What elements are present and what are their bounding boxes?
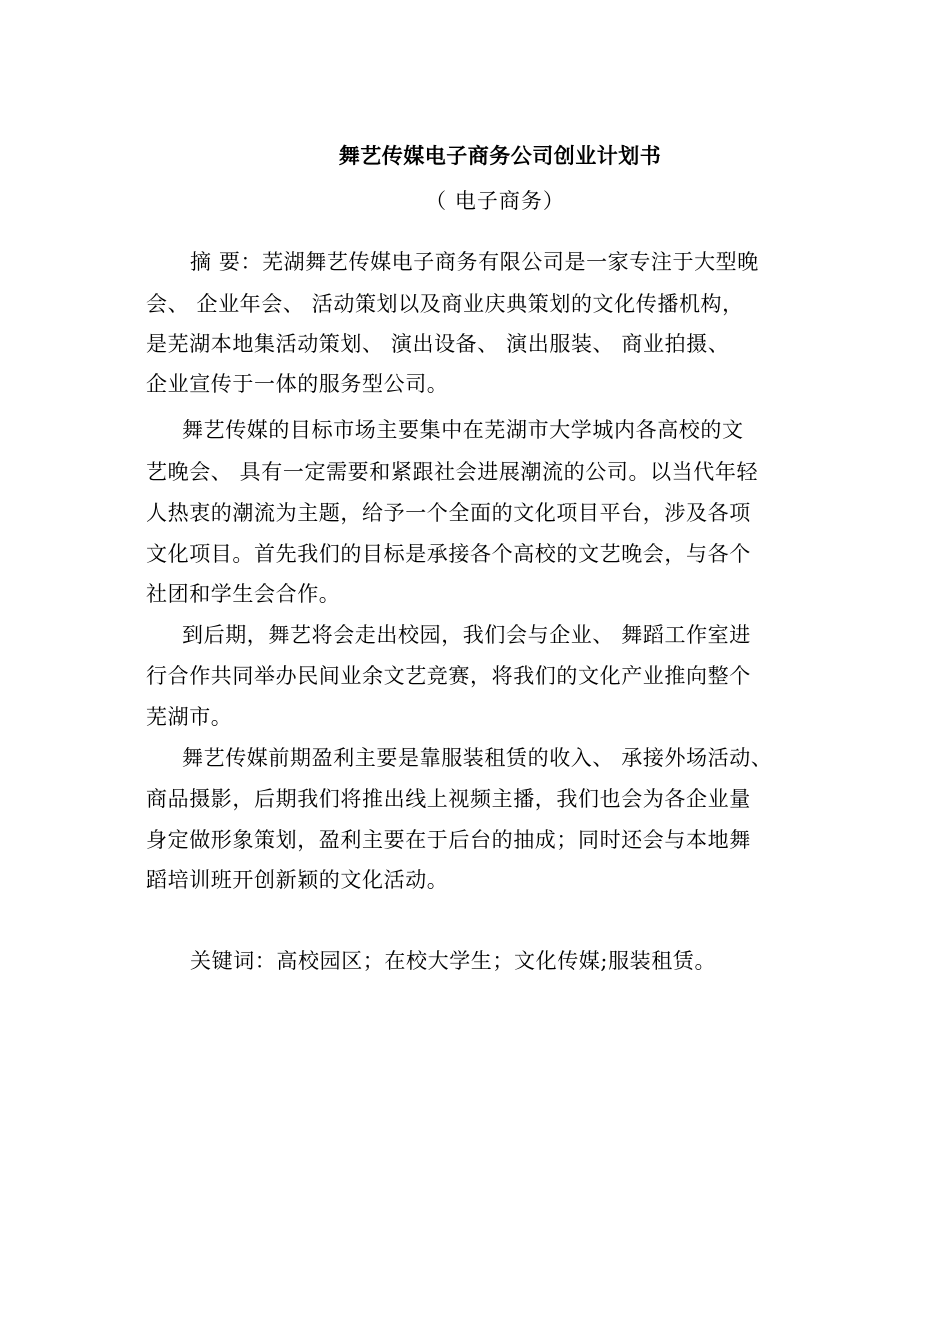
paragraph-3-line-2: 行合作共同举办民间业余文艺竞赛，将我们的文化产业推向整个 [146, 664, 751, 688]
paragraph-2-line-5: 社团和学生会合作。 [146, 582, 341, 606]
abstract-line-1: 摘 要：芜湖舞艺传媒电子商务有限公司是一家专注于大型晚 [190, 250, 759, 274]
document-title: 舞艺传媒电子商务公司创业计划书 [338, 144, 662, 168]
abstract-line-3: 是芜湖本地集活动策划、 演出设备、 演出服装、 商业拍摄、 [146, 332, 730, 356]
paragraph-4-line-2: 商品摄影，后期我们将推出线上视频主播，我们也会为各企业量 [146, 787, 751, 811]
paragraph-4-line-4: 蹈培训班开创新颖的文化活动。 [146, 868, 449, 892]
paragraph-4-line-3: 身定做形象策划，盈利主要在于后台的抽成；同时还会与本地舞 [146, 828, 751, 852]
abstract-line-4: 企业宣传于一体的服务型公司。 [146, 372, 449, 396]
paragraph-2-line-2: 艺晚会、 具有一定需要和紧跟社会进展潮流的公司。以当代年轻 [146, 460, 759, 484]
paragraph-3-line-3: 芜湖市。 [146, 705, 233, 729]
abstract-line-2: 会、 企业年会、 活动策划以及商业庆典策划的文化传播机构， [146, 292, 744, 316]
paragraph-2-line-3: 人热衷的潮流为主题，给予一个全面的文化项目平台，涉及各项 [146, 501, 751, 525]
paragraph-2-line-4: 文化项目。首先我们的目标是承接各个高校的文艺晚会，与各个 [146, 542, 751, 566]
document-subtitle: （ 电子商务） [425, 189, 565, 213]
paragraph-3-line-1: 到后期，舞艺将会走出校园，我们会与企业、 舞蹈工作室进 [182, 623, 751, 647]
paragraph-2-line-1: 舞艺传媒的目标市场主要集中在芜湖市大学城内各高校的文 [182, 418, 744, 442]
keywords-line: 关键词：高校园区；在校大学生；文化传媒;服装租赁。 [190, 949, 717, 973]
paragraph-4-line-1: 舞艺传媒前期盈利主要是靠服装租赁的收入、 承接外场活动、 [182, 746, 773, 770]
